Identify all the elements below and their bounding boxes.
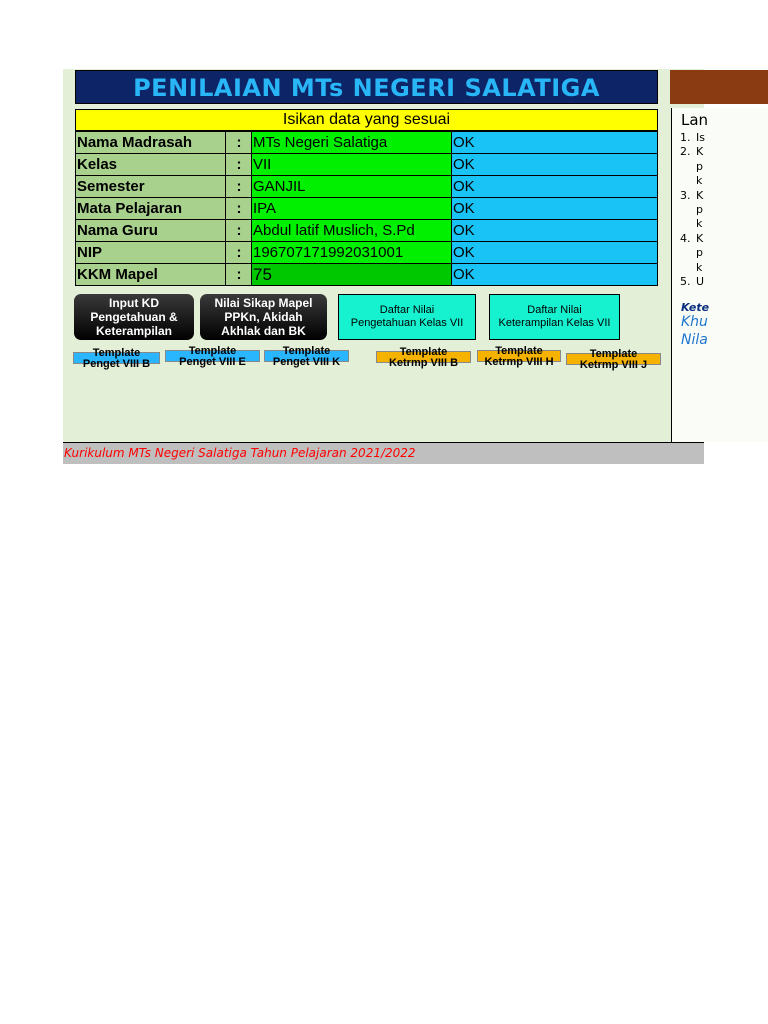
instruction-text: k (696, 260, 703, 274)
status-cell: OK (452, 176, 658, 198)
form-instruction: Isikan data yang sesuai (75, 109, 658, 131)
instruction-line (680, 203, 705, 217)
template-class-label: Ketrmp VIII B (388, 357, 459, 369)
form-row-nama-madrasah (76, 132, 658, 154)
keterangan-line: Khu (681, 314, 708, 330)
form-label: Nama Madrasah (76, 132, 226, 154)
daftar-nilai-pengetahuan-button[interactable] (338, 294, 476, 340)
form-row-mata-pelajaran (76, 198, 658, 220)
instruction-line (680, 145, 705, 159)
instruction-text: K (696, 145, 704, 159)
form-label: KKM Mapel (76, 264, 226, 286)
instruction-text: Is (696, 131, 705, 144)
form-colon: : (226, 154, 252, 176)
form-colon: : (226, 264, 252, 286)
button-label: Daftar Nilai (379, 304, 435, 316)
form-row-semester (76, 176, 658, 198)
instruction-text: K (696, 188, 704, 202)
mata-pelajaran-cell[interactable]: IPA (252, 198, 452, 220)
instruction-number: 3. (680, 188, 691, 202)
button-label: Nilai Sikap Mapel (214, 296, 313, 310)
instruction-text: k (696, 174, 703, 188)
form-row-kelas (76, 154, 658, 176)
button-label: Keterampilan (95, 324, 173, 338)
form-row-nama-guru (76, 220, 658, 242)
template-penget-viii-e-button[interactable] (165, 345, 260, 368)
button-label: Keterampilan Kelas VII (498, 317, 611, 329)
form-colon: : (226, 198, 252, 220)
template-class-label: Penget VIII E (179, 356, 246, 368)
semester-cell[interactable]: GANJIL (252, 176, 452, 198)
form-row-nip (76, 242, 658, 264)
keterangan-label: Kete (681, 301, 710, 314)
status-cell: OK (452, 264, 658, 286)
instruction-text: K (696, 231, 704, 245)
form-colon: : (226, 132, 252, 154)
data-form-table (75, 131, 658, 286)
form-label: Mata Pelajaran (76, 198, 226, 220)
instruction-line (680, 160, 705, 174)
form-label: Nama Guru (76, 220, 226, 242)
instructions-list (680, 131, 705, 289)
template-penget-viii-b-button[interactable] (73, 347, 160, 370)
button-label: Pengetahuan & (90, 310, 178, 324)
daftar-nilai-keterampilan-button[interactable] (489, 294, 620, 340)
template-label: Template (282, 345, 331, 357)
panel-divider (671, 108, 672, 442)
instruction-number: 1. (680, 131, 691, 144)
form-colon: : (226, 176, 252, 198)
kkm-mapel-cell[interactable]: 75 (252, 264, 452, 286)
header-accent-bar (670, 70, 768, 104)
instruction-text: p (696, 202, 703, 216)
instruction-number: 4. (680, 231, 691, 245)
page-title: PENILAIAN MTs NEGERI SALATIGA (75, 70, 658, 104)
status-cell: OK (452, 242, 658, 264)
nilai-sikap-button[interactable] (200, 294, 327, 340)
instructions-panel (672, 108, 768, 442)
template-label: Template (589, 348, 638, 360)
template-label: Template (399, 346, 448, 358)
template-ketrmp-viii-j-button[interactable] (566, 348, 661, 371)
instruction-text: k (696, 217, 703, 231)
form-row-kkm-mapel (76, 264, 658, 286)
status-cell: OK (452, 198, 658, 220)
template-label: Template (92, 347, 141, 359)
instruction-line (680, 246, 705, 260)
instruction-line (680, 131, 705, 145)
instruction-text: p (696, 246, 703, 260)
status-cell: OK (452, 154, 658, 176)
form-label: NIP (76, 242, 226, 264)
instruction-number: 2. (680, 145, 691, 159)
template-ketrmp-viii-b-button[interactable] (376, 346, 471, 369)
nama-guru-cell[interactable]: Abdul latif Muslich, S.Pd (252, 220, 452, 242)
instruction-line (680, 232, 705, 246)
instruction-line (680, 174, 705, 188)
button-label: Pengetahuan Kelas VII (350, 317, 464, 329)
instruction-text: p (696, 159, 703, 173)
instruction-line (680, 275, 705, 289)
template-label: Template (188, 345, 237, 357)
footer-caption: Kurikulum MTs Negeri Salatiga Tahun Pelajaran 2021/2022 (63, 443, 704, 464)
instruction-line (680, 261, 705, 275)
kelas-cell[interactable]: VII (252, 154, 452, 176)
template-class-label: Ketrmp VIII H (484, 356, 554, 368)
form-label: Kelas (76, 154, 226, 176)
button-label: Input KD (109, 296, 159, 310)
button-label: Daftar Nilai (527, 304, 582, 316)
keterangan-line: Nila (681, 332, 708, 348)
template-class-label: Penget VIII B (82, 358, 151, 370)
form-colon: : (226, 242, 252, 264)
template-ketrmp-viii-h-button[interactable] (477, 345, 561, 368)
instruction-line (680, 189, 705, 203)
input-kd-button[interactable] (74, 294, 194, 340)
instructions-heading: Lan (681, 111, 709, 129)
form-colon: : (226, 220, 252, 242)
instruction-text: U (696, 274, 705, 288)
instruction-line (680, 217, 705, 231)
status-cell: OK (452, 220, 658, 242)
button-label: Akhlak dan BK (221, 324, 306, 338)
form-label: Semester (76, 176, 226, 198)
nip-cell[interactable]: 196707171992031001 (252, 242, 452, 264)
status-cell: OK (452, 132, 658, 154)
instruction-number: 5. (680, 274, 691, 288)
button-label: PPKn, Akidah (224, 310, 303, 324)
template-class-label: Ketrmp VIII J (579, 359, 648, 371)
template-penget-viii-k-button[interactable] (264, 345, 349, 368)
template-class-label: Penget VIII K (272, 356, 341, 368)
nama-madrasah-cell[interactable]: MTs Negeri Salatiga (252, 132, 452, 154)
template-label: Template (495, 345, 543, 357)
